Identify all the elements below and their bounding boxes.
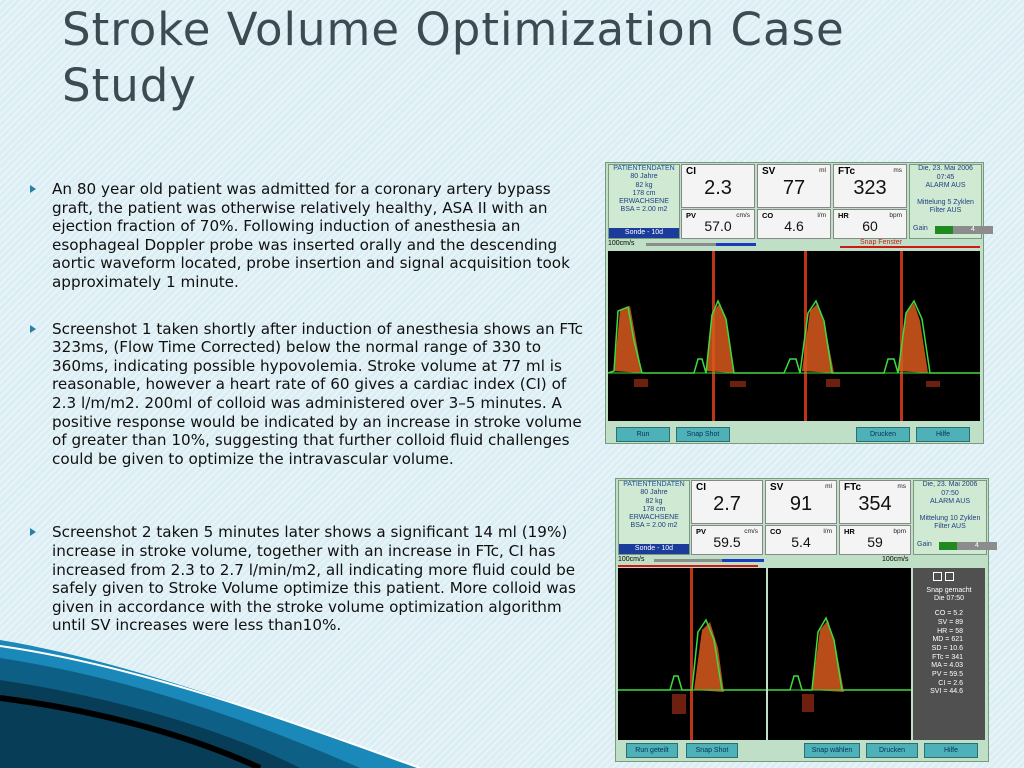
pv-unit: cm/s [744,528,758,535]
snapshot-results-panel [913,568,985,740]
patient-type: ERWACHSENE [629,514,679,522]
run-button[interactable]: Run [616,427,670,442]
gain-value: 4 [953,226,993,234]
velocity-scale-label: 100cm/s [608,240,635,247]
patient-data-panel [608,164,680,239]
waveform-header [608,240,980,250]
snap-window-marker [840,246,980,248]
patient-bsa: BSA = 2.00 m2 [630,522,678,530]
gain-label: Gain [913,225,928,232]
help-button[interactable]: Hilfe [924,743,978,758]
snapshot-value-row: HR = 58 [937,627,963,635]
doppler-waveform-snapshot [768,568,911,740]
pv-label: PV [696,527,707,536]
co-readout [757,209,831,239]
bullet-text: An 80 year old patient was admitted for a coronary artery bypass graft, the patient was otherwise relatively healthy, ASA II with an ejection fraction of 70%. Following induction of anesthesia an esophageal Doppler probe was inserted orally and the descending aortic waveform located, probe insertion and signal acquisition took approximately 1 minute. [52,180,570,291]
bullet-point [30,320,590,469]
sv-unit: ml [825,483,832,490]
snapshot-value-row: CI = 2.6 [938,679,963,687]
patient-header: PATIENTENDATEN [613,165,675,172]
patient-age: 80 Jahre [640,489,668,497]
snapshot-value-row: CO = 5.2 [934,610,963,618]
pv-readout [691,525,763,555]
velocity-scale-label-right: 100cm/s [882,556,909,563]
probe-badge: Sonde - 10d [609,228,679,238]
patient-age: 80 Jahre [630,173,658,181]
hr-unit: bpm [889,212,902,219]
scroll-indicator[interactable] [722,559,764,562]
patient-header: PATIENTENDATEN [623,481,685,488]
bullet-arrow-icon [30,325,36,333]
gain-indicator [913,225,978,235]
status-info-panel [913,480,987,555]
hr-readout [839,525,911,555]
doppler-monitor-screenshot-1 [605,162,984,444]
bullet-text: Screenshot 1 taken shortly after induction of anesthesia shows an FTc 323ms, (Flow Time Corrected) below the normal range of 330 to 360ms, indicating possible hypovolemia. Stroke volume at 77 ml is reasonable, however a heart rate of 60 gives a cardiac index (CI) of 2.3 l/m/m2. 200ml of colloid was administered over 3–5 minutes. A positive response would be indicated by an increase in stroke volume of greater than 10%, suggesting that further colloid fluid challenges could be given to optimize the intravascular volume. [52,319,583,468]
hr-unit: bpm [893,528,906,535]
snapshot-checkboxes [913,568,985,585]
gain-value: 4 [957,542,997,550]
velocity-scale-label-left: 100cm/s [618,556,645,563]
doppler-monitor-screenshot-2 [615,478,989,762]
ci-label: CI [696,482,706,493]
snapshot-value-row: SD = 10.6 [931,644,963,652]
checkbox-icon[interactable] [933,572,942,581]
snapshot-value-row: SV = 89 [937,618,963,626]
co-label: CO [770,527,782,536]
scroll-indicator[interactable] [716,243,756,246]
pv-value: 57.0 [704,218,732,234]
co-unit: l/m [823,528,832,535]
ci-value: 2.3 [704,177,732,199]
info-alarm: ALARM AUS [925,182,966,189]
slide-body [30,180,590,635]
ftc-readout [839,480,911,524]
ftc-value: 323 [853,177,887,199]
print-button[interactable]: Drucken [866,743,918,758]
sv-value: 77 [782,177,806,199]
sv-label: SV [762,166,776,177]
sv-value: 91 [789,493,813,515]
co-label: CO [762,211,774,220]
info-filter: Filter AUS [934,523,966,530]
bullet-text: Screenshot 2 taken 5 minutes later shows a significant 14 ml (19%) increase in stroke volume, together with an increase in FTc, CI has increased from 2.3 to 2.7 l/min/m2, all indicating more fluid could be safely given to Stroke Volume optimize this patient. More colloid was given in accordance with the stroke volume optimization algorithm until SV increases were less than10%. [52,523,576,635]
patient-weight: 82 kg [645,497,663,505]
snapshot-title: Snap gemacht [926,586,972,594]
pv-value: 59.5 [713,534,741,550]
info-averaging: Mittelung 5 Zyklen [917,198,974,206]
snapshot-value-row: SVI = 44.6 [930,688,963,696]
doppler-waveform-live [618,568,766,740]
hr-readout [833,209,907,239]
sv-readout [765,480,837,524]
patient-data-panel [618,480,690,555]
help-button[interactable]: Hilfe [916,427,970,442]
title-line-1: Stroke Volume Optimization Case [62,3,845,56]
gain-indicator [917,541,983,551]
sv-label: SV [770,482,784,493]
co-value: 5.4 [791,534,811,550]
run-split-button[interactable]: Run geteilt [626,743,678,758]
checkbox-icon[interactable] [945,572,954,581]
info-date: Die, 23. Mai 2006 [918,165,973,172]
ci-readout [691,480,763,524]
ftc-unit: ms [897,483,906,490]
snapshot-value-row: FTc = 341 [932,653,963,661]
ftc-unit: ms [893,167,902,174]
bullet-point [30,180,590,292]
bullet-point [30,523,590,635]
probe-badge: Sonde - 10d [619,544,689,554]
info-filter: Filter AUS [929,207,962,214]
info-alarm: ALARM AUS [929,498,971,505]
ftc-label: FTc [838,166,856,177]
gain-label: Gain [917,541,932,548]
ci-label: CI [686,166,696,177]
snapshot-button[interactable]: Snap Shot [686,743,738,758]
snap-select-button[interactable]: Snap wählen [804,743,860,758]
pv-unit: cm/s [736,212,750,219]
patient-type: ERWACHSENE [619,198,669,206]
ftc-readout [833,164,907,208]
hr-label: HR [844,527,855,536]
print-button[interactable]: Drucken [856,427,910,442]
patient-height: 178 cm [642,505,666,513]
sv-unit: ml [819,167,826,174]
ftc-label: FTc [844,482,862,493]
co-value: 4.6 [784,218,804,234]
co-readout [765,525,837,555]
ci-readout [681,164,755,208]
title-line-2: Study [62,59,197,112]
ci-value: 2.7 [713,493,741,515]
co-unit: l/m [817,212,826,219]
snapshot-time: Die 07:50 [934,595,964,603]
bullet-arrow-icon [30,185,36,193]
pv-readout [681,209,755,239]
snapshot-value-row: MA = 4.03 [931,662,963,670]
patient-bsa: BSA = 2.00 m2 [620,206,668,214]
bullet-arrow-icon [30,528,36,536]
snapshot-button[interactable]: Snap Shot [676,427,730,442]
ftc-value: 354 [858,493,892,515]
snap-window-label: Snap Fenster [860,239,903,246]
pv-label: PV [686,211,697,220]
snapshot-value-row: PV = 59.5 [932,671,963,679]
info-time: 07:45 [936,173,955,181]
hr-label: HR [838,211,849,220]
patient-height: 178 cm [632,189,656,197]
patient-weight: 82 kg [635,181,653,189]
info-averaging: Mittelung 10 Zyklen [919,514,981,522]
info-date: Die, 23. Mai 2006 [922,481,978,488]
hr-value: 60 [862,218,878,234]
info-time: 07:50 [941,489,959,497]
sv-readout [757,164,831,208]
snap-window-marker [618,565,758,567]
status-info-panel [909,164,982,239]
hr-value: 59 [867,534,883,550]
doppler-waveform-display [608,251,980,421]
snapshot-value-row: MD = 621 [932,636,963,644]
slide-title [62,2,1002,114]
waveform-header [618,556,913,566]
